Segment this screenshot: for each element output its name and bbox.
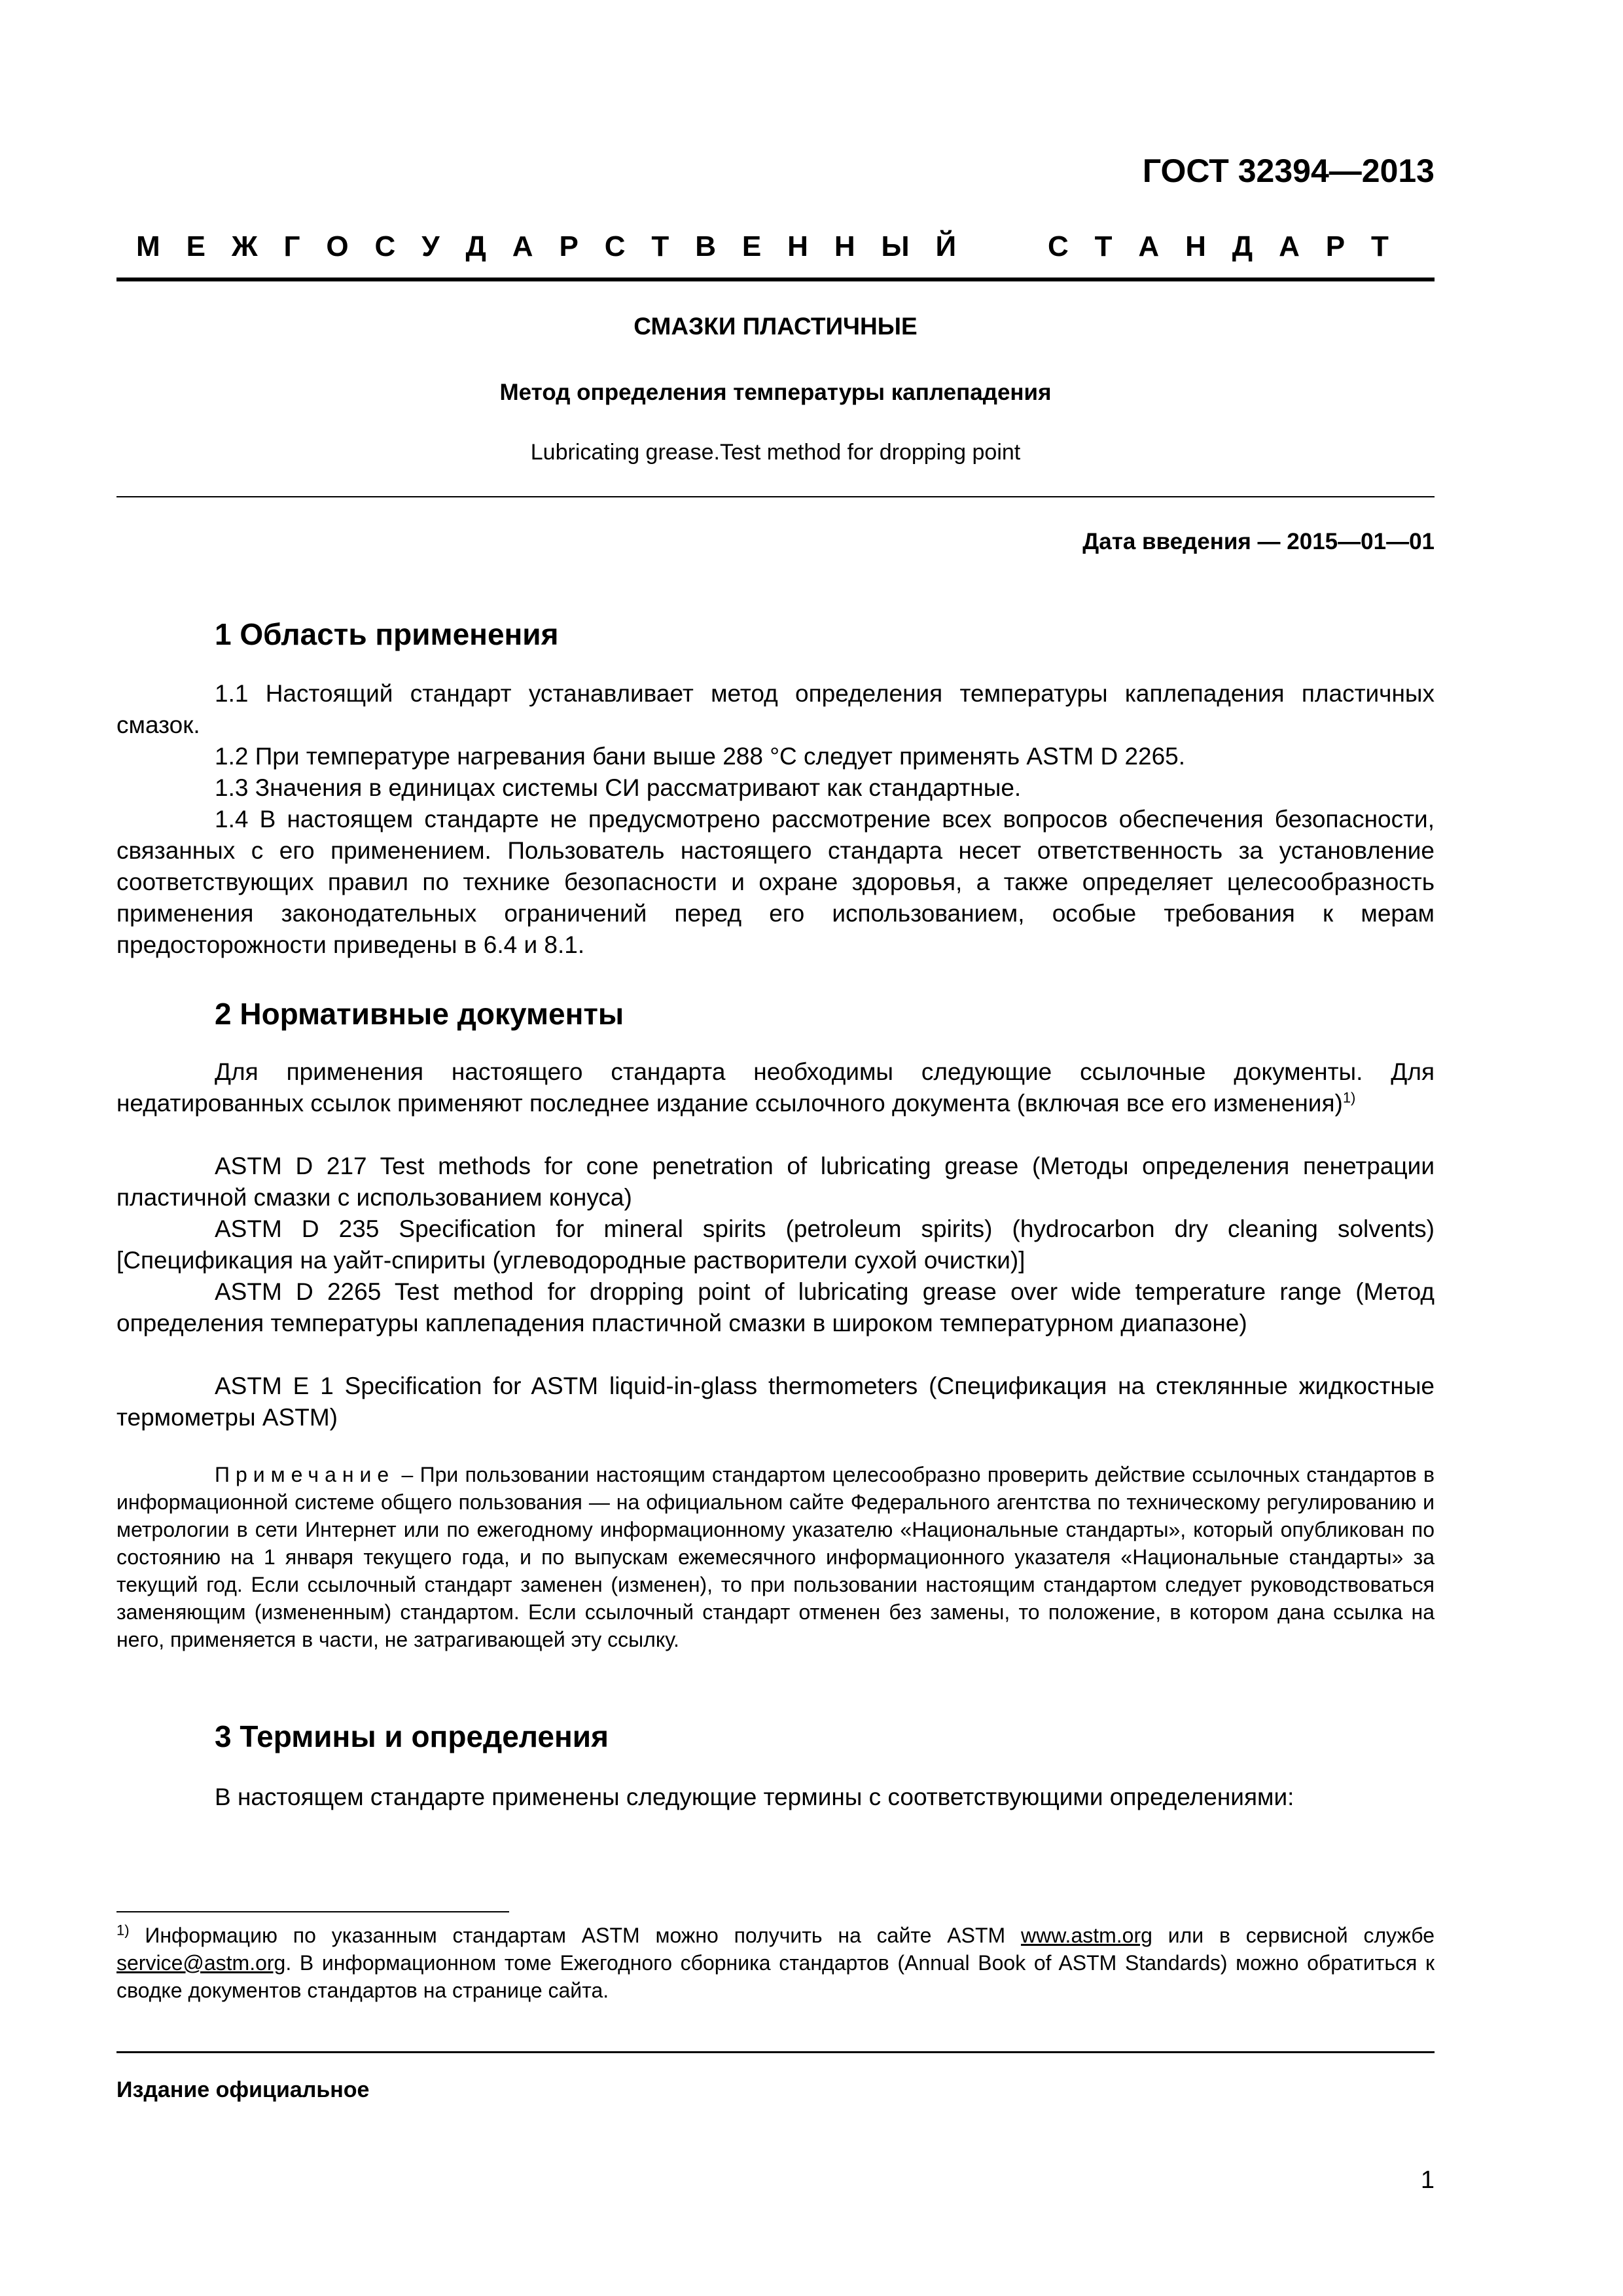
footnote-rule xyxy=(116,1911,509,1912)
reference-astm-d217: ASTM D 217 Test methods for cone penetration of lubricating grease (Методы определения пенетрации пластичной смазки с использованием конуса) xyxy=(116,1153,1435,1211)
page-number: 1 xyxy=(1420,2166,1435,2194)
document-subtitle-english: Lubricating grease.Test method for dropping point xyxy=(530,440,1021,465)
reference-astm-e1: ASTM E 1 Specification for ASTM liquid-in-glass thermometers (Спецификация на стеклянные жидкостные термометры ASTM) xyxy=(116,1372,1435,1431)
introduction-date: Дата введения — 2015—01—01 xyxy=(1082,529,1435,554)
paragraph-1-4: 1.4 В настоящем стандарте не предусмотрено рассмотрение всех вопросов обеспечения безопасности, связанных с его применением. Пользователь настоящего стандарта несет ответственность за установление соответствующих правил по технике безопасности и охране здоровья, а также определяет целесообразность применения законодательных ограничений перед его использованием, особые требования к мерам предосторожности приведены в 6.4 и 8.1. xyxy=(116,806,1435,958)
interstate-letter: У xyxy=(421,230,440,262)
footnote-marker: 1) xyxy=(116,1922,130,1939)
interstate-letter: А xyxy=(1138,230,1160,262)
interstate-letter: С xyxy=(1047,230,1069,262)
interstate-letter: А xyxy=(512,230,533,262)
document-title: СМАЗКИ ПЛАСТИЧНЫЕ xyxy=(633,313,918,340)
interstate-letter: С xyxy=(374,230,396,262)
interstate-letter: С xyxy=(604,230,626,262)
interstate-letter: Р xyxy=(559,230,579,262)
interstate-letter: Е xyxy=(741,230,762,262)
interstate-letter: Т xyxy=(651,230,669,262)
footnote-text-c: . В информационном томе Ежегодного сборника стандартов (Annual Book of ASTM Standards) можно обратиться к сводке документов стандартов на странице сайта. xyxy=(116,1951,1435,2002)
footer-rule xyxy=(116,2051,1435,2053)
interstate-letter: Н xyxy=(787,230,808,262)
interstate-letter: В xyxy=(695,230,716,262)
interstate-letter: М xyxy=(136,230,160,262)
paragraph-2-intro xyxy=(116,1056,1435,1119)
interstate-word-gap xyxy=(982,230,1022,263)
section-1-heading: 1 Область применения xyxy=(215,617,559,651)
interstate-letter: Д xyxy=(465,230,486,262)
edition-label: Издание официальное xyxy=(116,2077,370,2102)
footnote-reference: 1) xyxy=(1342,1089,1356,1106)
paragraph-1-1: 1.1 Настоящий стандарт устанавливает метод определения температуры каплепадения пластичных смазок. xyxy=(116,680,1435,738)
interstate-letter: Т xyxy=(1371,230,1389,262)
interstate-letter: Й xyxy=(935,230,957,262)
interstate-letter: О xyxy=(326,230,349,262)
interstate-letter: Е xyxy=(186,230,205,262)
header-rule xyxy=(116,278,1435,281)
note-text: – При пользовании настоящим стандартом целесообразно проверить действие ссылочных стандартов в информационной системе общего пользования — на официальном сайте Федерального агентства по техническому регулированию и метрологии в сети Интернет или по ежегодному информационному указателю «Национальные стандарты», который опубликован по состоянию на 1 января текущего года, и по выпускам ежемесячного информационного указателя «Национальные стандарты» за текущий год. Если ссылочный стандарт заменен (изменен), то при пользовании настоящим стандартом следует руководствоваться заменяющим (измененным) стандартом. Если ссылочный стандарт отменен без замены, то положение, в котором дана ссылка на него, применяется в части, не затрагивающей эту ссылку. xyxy=(116,1463,1435,1651)
interstate-letter: Г xyxy=(283,230,300,262)
paragraph-3-intro: В настоящем стандарте применены следующие термины с соответствующими определениями: xyxy=(215,1784,1294,1810)
astm-service-email-link[interactable]: service@astm.org xyxy=(116,1951,286,1975)
interstate-letter: Ж xyxy=(231,230,258,262)
reference-astm-d2265: ASTM D 2265 Test method for dropping point of lubricating grease over wide temperature range (Метод определения температуры каплепадения пластичной смазки в широком температурном диапазоне) xyxy=(116,1278,1435,1336)
footnote xyxy=(116,1922,1435,2004)
interstate-letter: Д xyxy=(1232,230,1253,262)
footnote-text-b: или в сервисной службе xyxy=(1152,1924,1435,1947)
interstate-letter: Ы xyxy=(881,230,910,262)
document-subtitle: Метод определения температуры каплепадения xyxy=(499,380,1052,405)
reference-astm-d235: ASTM D 235 Specification for mineral spirits (petroleum spirits) (hydrocarbon dry cleaning solvents) [Спецификация на уайт-спириты (углеводородные растворители сухой очистки)] xyxy=(116,1215,1435,1274)
paragraph-1-2: 1.2 При температуре нагревания бани выше 288 °С следует применять ASTM D 2265. xyxy=(215,743,1186,770)
interstate-letter: Р xyxy=(1325,230,1346,262)
note-label: Примечание xyxy=(215,1463,395,1486)
astm-website-link[interactable]: www.astm.org xyxy=(1020,1924,1152,1947)
section-3-heading: 3 Термины и определения xyxy=(215,1719,609,1753)
title-rule xyxy=(116,496,1435,497)
paragraph-1-3: 1.3 Значения в единицах системы СИ рассматривают как стандартные. xyxy=(215,774,1022,801)
interstate-letter: Н xyxy=(834,230,855,262)
interstate-letter: Т xyxy=(1094,230,1113,262)
note-paragraph xyxy=(116,1461,1435,1653)
paragraph-2-intro-text: Для применения настоящего стандарта необходимы следующие ссылочные документы. Для недатированных ссылок применяют последнее издание ссылочного документа (включая все его изменения) xyxy=(116,1058,1435,1117)
section-2-heading: 2 Нормативные документы xyxy=(215,997,624,1031)
gost-number: ГОСТ 32394—2013 xyxy=(1142,152,1435,189)
footnote-text-a: Информацию по указанным стандартам ASTM можно получить на сайте ASTM xyxy=(129,1924,1021,1947)
interstate-letter: А xyxy=(1279,230,1300,262)
interstate-standard-banner xyxy=(136,230,1389,263)
interstate-letter: Н xyxy=(1185,230,1206,262)
